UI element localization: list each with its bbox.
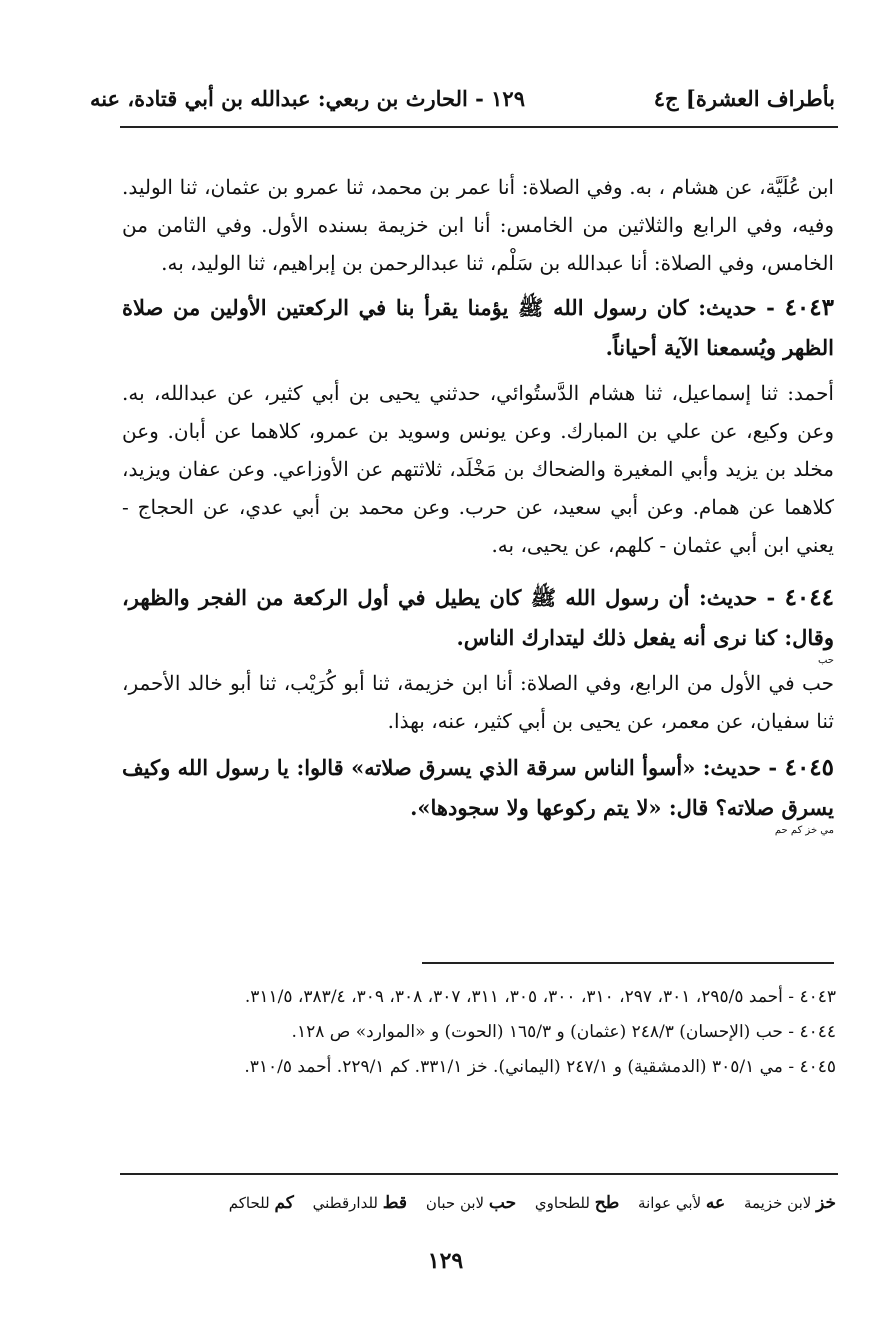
intro-line: ابن عُلَيَّة، عن هشام ، به. وفي الصلاة: أنا عمر بن محمد، ثنا عمرو بن عثمان، <box>204 175 834 199</box>
abbreviation-name: للطحاوي <box>534 1194 590 1212</box>
footnote: ٤٠٤٥ - مي ٣٠٥/١ (الدمشقية) و ٢٤٧/١ (اليماني). خز ٣٣١/١. كم ٢٢٩/١. أحمد ٣١٠/٥. <box>244 1057 836 1077</box>
hadith-matn: - حديث: «أسوأ الناس سرقة الذي يسرق صلاته» قالوا: يا رسول الله وكيف يسرق صلاته؟ قال: «لا يتم ركوعها ولا سجودها». <box>122 755 834 820</box>
abbreviation-code: عه <box>705 1193 726 1213</box>
hadith-number: ٤٠٤٣ <box>784 294 834 321</box>
abbreviation-rule <box>120 1173 838 1175</box>
footnote: ٤٠٤٤ - حب (الإحسان) ٢٤٨/٣ (عثمان) و ١٦٥/٣ (الحوت) و «الموارد» ص ١٢٨. <box>291 1022 836 1042</box>
hadith-matn: - حديث: كان رسول الله ﷺ يؤمنا يقرأ بنا في الركعتين الأولين من صلاة الظهر ويُسمعنا الآية أحياناً. <box>122 295 834 360</box>
abbreviation-item <box>744 1194 836 1212</box>
main-text <box>122 168 834 834</box>
header-volume: بأطراف العشرة] ج٤ <box>653 86 835 111</box>
intro-line: وفي الثامن من الخامس، وفي الصلاة: أنا عبدالله بن سَلْم، ثنا عبدالرحمن بن <box>122 213 834 275</box>
abbreviation-name: لابن حبان <box>425 1194 485 1212</box>
footnote: ٤٠٤٣ - أحمد ٢٩٥/٥، ٣٠١، ٢٩٧، ٣١٠، ٣٠٠، ٣٠٥، ٣١١، ٣٠٧، ٣٠٨، ٣٠٩، ٣٨٣/٤، ٣١١/٥. <box>244 987 836 1007</box>
hadith-entry <box>122 288 834 368</box>
abbreviation-code: حب <box>488 1193 517 1213</box>
source-sigla: حب <box>817 655 834 666</box>
header-rule <box>120 126 838 128</box>
abbreviation-name: للحاكم <box>228 1194 270 1212</box>
hadith-entry <box>122 748 834 836</box>
intro-paragraph <box>122 168 834 282</box>
abbreviation-name: للدارقطني <box>312 1194 378 1212</box>
abbreviation-key <box>120 1185 836 1221</box>
intro-line: إبراهيم، ثنا الوليد، به. <box>161 251 336 275</box>
hadith-matn: - حديث: أن رسول الله ﷺ كان يطيل في أول الركعة من الفجر والظهر، وقال: كنا نرى أنه يفعل ذلك ليتدارك الناس. <box>122 585 834 650</box>
isnad-paragraph: أحمد: ثنا إسماعيل، ثنا هشام الدَّستُوائي، حدثني يحيى بن أبي كثير، عن عبدالله، به. وعن وكيع، عن علي بن المبارك. وعن يونس وسويد بن عمرو، كلاهما عن أبان. وعن مخلد بن يزيد وأبي المغيرة والضحاك بن مَخْلَد، ثلاثتهم عن الأوزاعي. وعن عفان ويزيد، كلاهما عن همام. وعن أبي سعيد، عن حرب. وعن محمد بن أبي عدي، عن الحجاج - يعني ابن أبي عثمان - كلهم، عن يحيى، به. <box>122 381 834 557</box>
abbreviation-name: لأبي عوانة <box>638 1194 702 1212</box>
hadith-number: ٤٠٤٤ <box>784 584 834 611</box>
running-header <box>89 82 835 116</box>
hadith-entry <box>122 578 834 666</box>
source-sigla: مي خز كم حم <box>774 825 834 836</box>
abbreviation-code: كم <box>274 1193 294 1213</box>
header-chapter-title: ١٢٩ - الحارث بن ربعي: عبدالله بن أبي قتادة، عنه <box>89 86 525 111</box>
abbreviation-item <box>535 1194 619 1212</box>
footnotes <box>122 980 836 1085</box>
intro-line: ثنا الوليد. وفيه، وفي الرابع والثلاثين من الخامس: أنا ابن خزيمة بسنده الأول. <box>122 175 835 237</box>
abbreviation-code: خز <box>816 1193 836 1213</box>
abbreviation-item <box>638 1194 725 1212</box>
abbreviation-item <box>426 1194 516 1212</box>
isnad-paragraph: حب في الأول من الرابع، وفي الصلاة: أنا ابن خزيمة، ثنا أبو كُرَيْب، ثنا أبو خالد الأحمر، ثنا سفيان، عن معمر، عن يحيى بن أبي كثير، عنه، بهذا. <box>122 671 834 733</box>
abbreviation-code: قط <box>382 1193 408 1213</box>
hadith-number: ٤٠٤٥ <box>784 754 835 781</box>
abbreviation-name: لابن خزيمة <box>743 1194 812 1212</box>
abbreviation-code: طح <box>594 1193 620 1213</box>
abbreviation-item <box>313 1194 407 1212</box>
abbreviation-item <box>229 1194 294 1212</box>
footnote-rule <box>422 962 834 964</box>
page-number: ١٢٩ <box>427 1248 464 1274</box>
